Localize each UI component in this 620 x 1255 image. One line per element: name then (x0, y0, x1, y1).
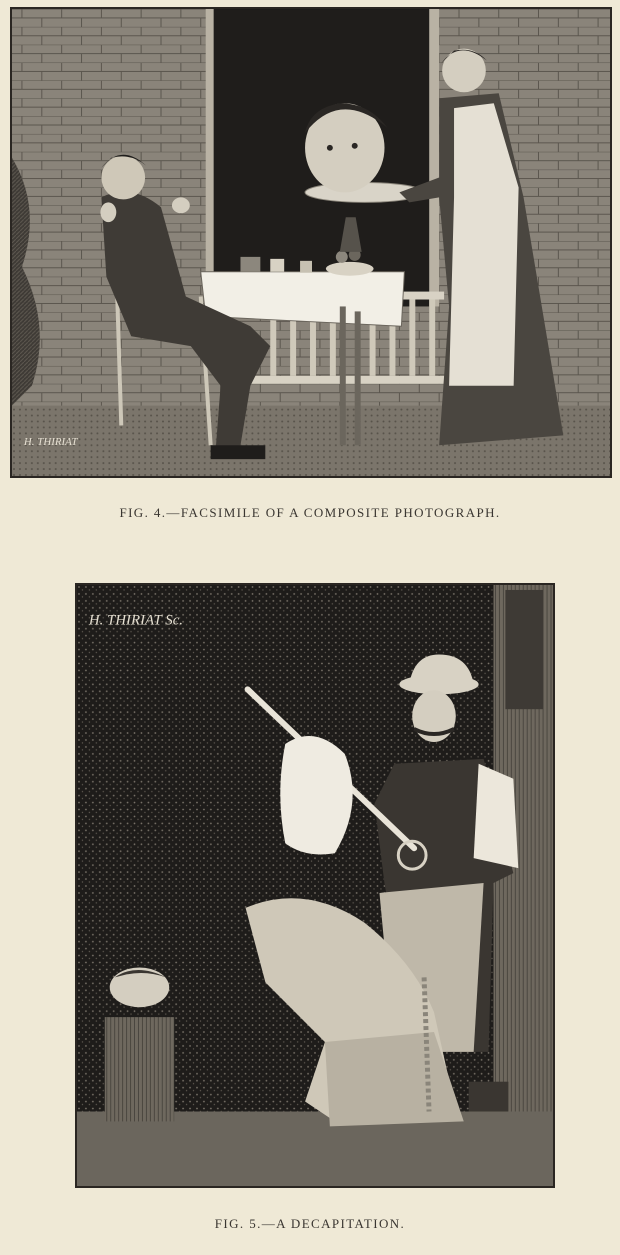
block-with-head (105, 967, 174, 1121)
engraver-signature: H. THIRIAT Sc. (88, 612, 184, 629)
figure-5-illustration (77, 585, 553, 1186)
stone-floor (77, 1111, 553, 1186)
figure-5-caption: FIG. 5.—A DECAPITATION. (214, 1216, 406, 1231)
engraver-signature: H. THIRIAT (23, 436, 78, 449)
figure-4-caption: FIG. 4.—FACSIMILE OF A COMPOSITE PHOTOGRAPH. (119, 505, 501, 520)
figure-4-illustration (12, 9, 610, 476)
figure-5-engraving (75, 583, 555, 1188)
figure-4-engraving (10, 7, 612, 478)
